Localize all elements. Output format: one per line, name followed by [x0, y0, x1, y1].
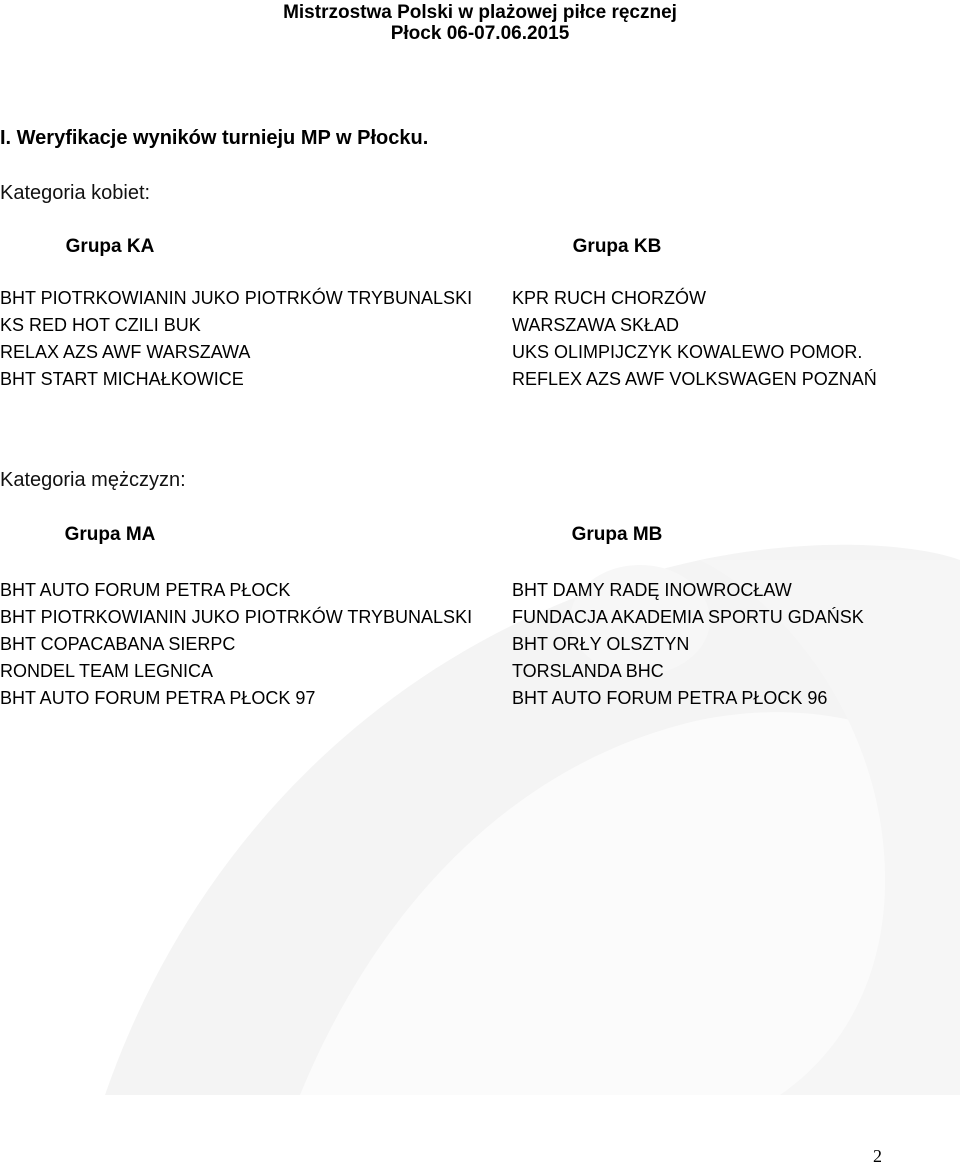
group-ma-team-list [0, 577, 472, 712]
group-kb-title: Grupa KB [572, 236, 662, 257]
team-item: FUNDACJA AKADEMIA SPORTU GDAŃSK [512, 607, 864, 627]
team-item: BHT AUTO FORUM PETRA PŁOCK 96 [512, 688, 828, 708]
women-category-label: Kategoria kobiet: [0, 182, 151, 204]
group-kb-team-list [512, 285, 877, 393]
group-ma-title: Grupa MA [64, 524, 156, 545]
team-item: BHT DAMY RADĘ INOWROCŁAW [512, 580, 792, 600]
team-item: TORSLANDA BHC [512, 661, 664, 681]
team-item: BHT PIOTRKOWIANIN JUKO PIOTRKÓW TRYBUNALSKI [0, 607, 473, 627]
team-item: KPR RUCH CHORZÓW [512, 288, 706, 308]
group-mb-title: Grupa MB [571, 524, 663, 545]
team-item: RONDEL TEAM LEGNICA [0, 661, 214, 681]
team-item: KS RED HOT CZILI BUK [0, 315, 201, 335]
team-item: BHT COPACABANA SIERPC [0, 634, 236, 654]
team-item: REFLEX AZS AWF VOLKSWAGEN POZNAŃ [512, 369, 877, 389]
page-number: 2 [873, 1146, 882, 1166]
group-mb-team-list [512, 577, 864, 712]
section-title: I. Weryfikacje wyników turnieju MP w Płocku. [0, 127, 429, 149]
group-ka-title: Grupa KA [65, 236, 155, 257]
team-item: WARSZAWA SKŁAD [512, 315, 680, 335]
men-category-label: Kategoria mężczyzn: [0, 469, 186, 491]
team-item: BHT START MICHAŁKOWICE [0, 369, 244, 389]
group-ka-team-list [0, 285, 472, 393]
document-subtitle: Płock 06-07.06.2015 [390, 23, 570, 44]
team-item: UKS OLIMPIJCZYK KOWALEWO POMOR. [512, 342, 863, 362]
team-item: BHT PIOTRKOWIANIN JUKO PIOTRKÓW TRYBUNALSKI [0, 288, 473, 308]
team-item: BHT ORŁY OLSZTYN [512, 634, 690, 654]
team-item: BHT AUTO FORUM PETRA PŁOCK [0, 580, 291, 600]
document-title: Mistrzostwa Polski w plażowej piłce ręcznej [283, 2, 677, 23]
team-item: BHT AUTO FORUM PETRA PŁOCK 97 [0, 688, 316, 708]
team-item: RELAX AZS AWF WARSZAWA [0, 342, 251, 362]
